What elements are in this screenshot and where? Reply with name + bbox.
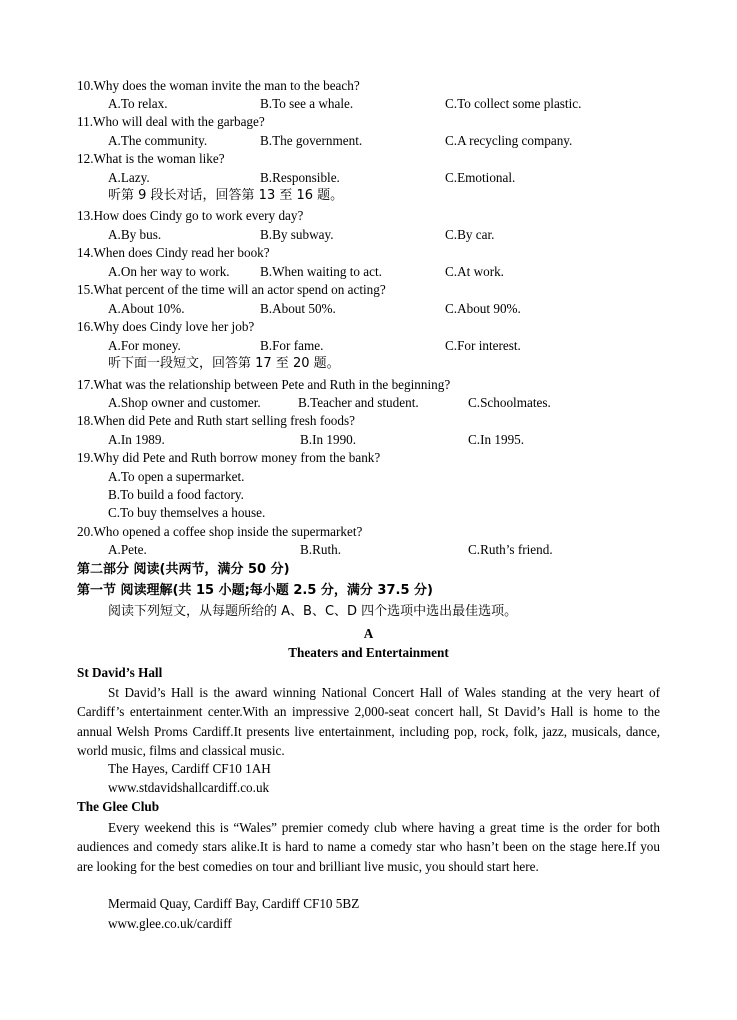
venue-2-address: Mermaid Quay, Cardiff Bay, Cardiff CF10 5BZ [108,896,360,911]
question-18-stem: 18.When did Pete and Ruth start selling fresh foods? [77,413,355,428]
part-two-title: 第二部分 阅读(共两节，满分 50 分) [77,562,290,577]
question-10-stem: 10.Why does the woman invite the man to the beach? [77,78,360,93]
venue-1-name: St David’s Hall [77,665,163,680]
question-20-stem: 20.Who opened a coffee shop inside the supermarket? [77,524,363,539]
question-11-option-a: A.The community. [108,133,208,148]
question-13-option-b: B.By subway. [260,227,334,242]
question-17-option-a: A.Shop owner and customer. [108,395,261,410]
question-18-option-b: B.In 1990. [300,432,357,447]
question-20-option-a: A.Pete. [108,542,147,557]
question-10-option-a: A.To relax. [108,96,168,111]
question-15-stem: 15.What percent of the time will an actor spend on acting? [77,282,386,297]
question-20-option-c: C.Ruth’s friend. [468,542,553,557]
question-15-option-b: B.About 50%. [260,301,336,316]
question-20-option-b: B.Ruth. [300,542,342,557]
passage-title: Theaters and Entertainment [288,645,449,660]
question-13-option-a: A.By bus. [108,227,162,242]
venue-1-address: The Hayes, Cardiff CF10 1AH [108,761,271,776]
question-11-option-b: B.The government. [260,133,363,148]
question-18-option-c: C.In 1995. [468,432,525,447]
question-15-option-c: C.About 90%. [445,301,521,316]
venue-2-name: The Glee Club [77,799,160,814]
question-13-option-c: C.By car. [445,227,495,242]
question-11-stem: 11.Who will deal with the garbage? [77,114,265,129]
instruction-17-20: 听下面一段短文，回答第 17 至 20 题。 [108,356,340,371]
question-16-option-c: C.For interest. [445,338,521,353]
question-10-option-c: C.To collect some plastic. [445,96,582,111]
instruction-13-16: 听第 9 段长对话，回答第 13 至 16 题。 [108,188,344,203]
question-13-stem: 13.How does Cindy go to work every day? [77,208,304,223]
question-17-stem: 17.What was the relationship between Pete and Ruth in the beginning? [77,377,451,392]
question-14-option-b: B.When waiting to act. [260,264,382,279]
question-10-option-b: B.To see a whale. [260,96,354,111]
question-14-option-a: A.On her way to work. [108,264,230,279]
question-16-option-a: A.For money. [108,338,181,353]
question-19-option-b: B.To build a food factory. [108,487,244,502]
question-19-option-a: A.To open a supermarket. [108,469,245,484]
question-17-option-b: B.Teacher and student. [298,395,419,410]
question-12-stem: 12.What is the woman like? [77,151,225,166]
passage-letter: A [363,626,374,641]
question-17-option-c: C.Schoolmates. [468,395,551,410]
question-19-option-c: C.To buy themselves a house. [108,505,266,520]
question-18-option-a: A.In 1989. [108,432,165,447]
question-19-stem: 19.Why did Pete and Ruth borrow money from the bank? [77,450,381,465]
question-14-option-c: C.At work. [445,264,504,279]
venue-1-website: www.stdavidshallcardiff.co.uk [108,780,270,795]
question-15-option-a: A.About 10%. [108,301,185,316]
reading-instruction: 阅读下列短文，从每题所给的 A、B、C、D 四个选项中选出最佳选项。 [108,604,518,619]
venue-2-website: www.glee.co.uk/cardiff [108,916,232,931]
venue-1-description: St David’s Hall is the award winning National Concert Hall of Wales standing at the very heart of Cardiff’s entertainment center.With an impressive 2,000-seat concert hall, St David’s Hall is home to the annual Welsh Proms Cardiff.It presents live entertainment, including pop, rock, folk, jazz, musicals, dance, world music, films and classical music. [77,685,660,759]
question-14-stem: 14.When does Cindy read her book? [77,245,270,260]
question-16-option-b: B.For fame. [260,338,324,353]
question-12-option-c: C.Emotional. [445,170,516,185]
venue-2-description: Every weekend this is “Wales” premier comedy club where having a great time is the order for both audiences and comedy stars alike.It is hard to name a comedy star who hasn’t been on the stage here.If you are looking for the best comedies on tour and brilliant live music, you should start here. [77,820,660,874]
question-16-stem: 16.Why does Cindy love her job? [77,319,255,334]
section-one-title: 第一节 阅读理解(共 15 小题;每小题 2.5 分，满分 37.5 分) [77,583,433,598]
question-12-option-b: B.Responsible. [260,170,340,185]
question-12-option-a: A.Lazy. [108,170,150,185]
question-11-option-c: C.A recycling company. [445,133,573,148]
